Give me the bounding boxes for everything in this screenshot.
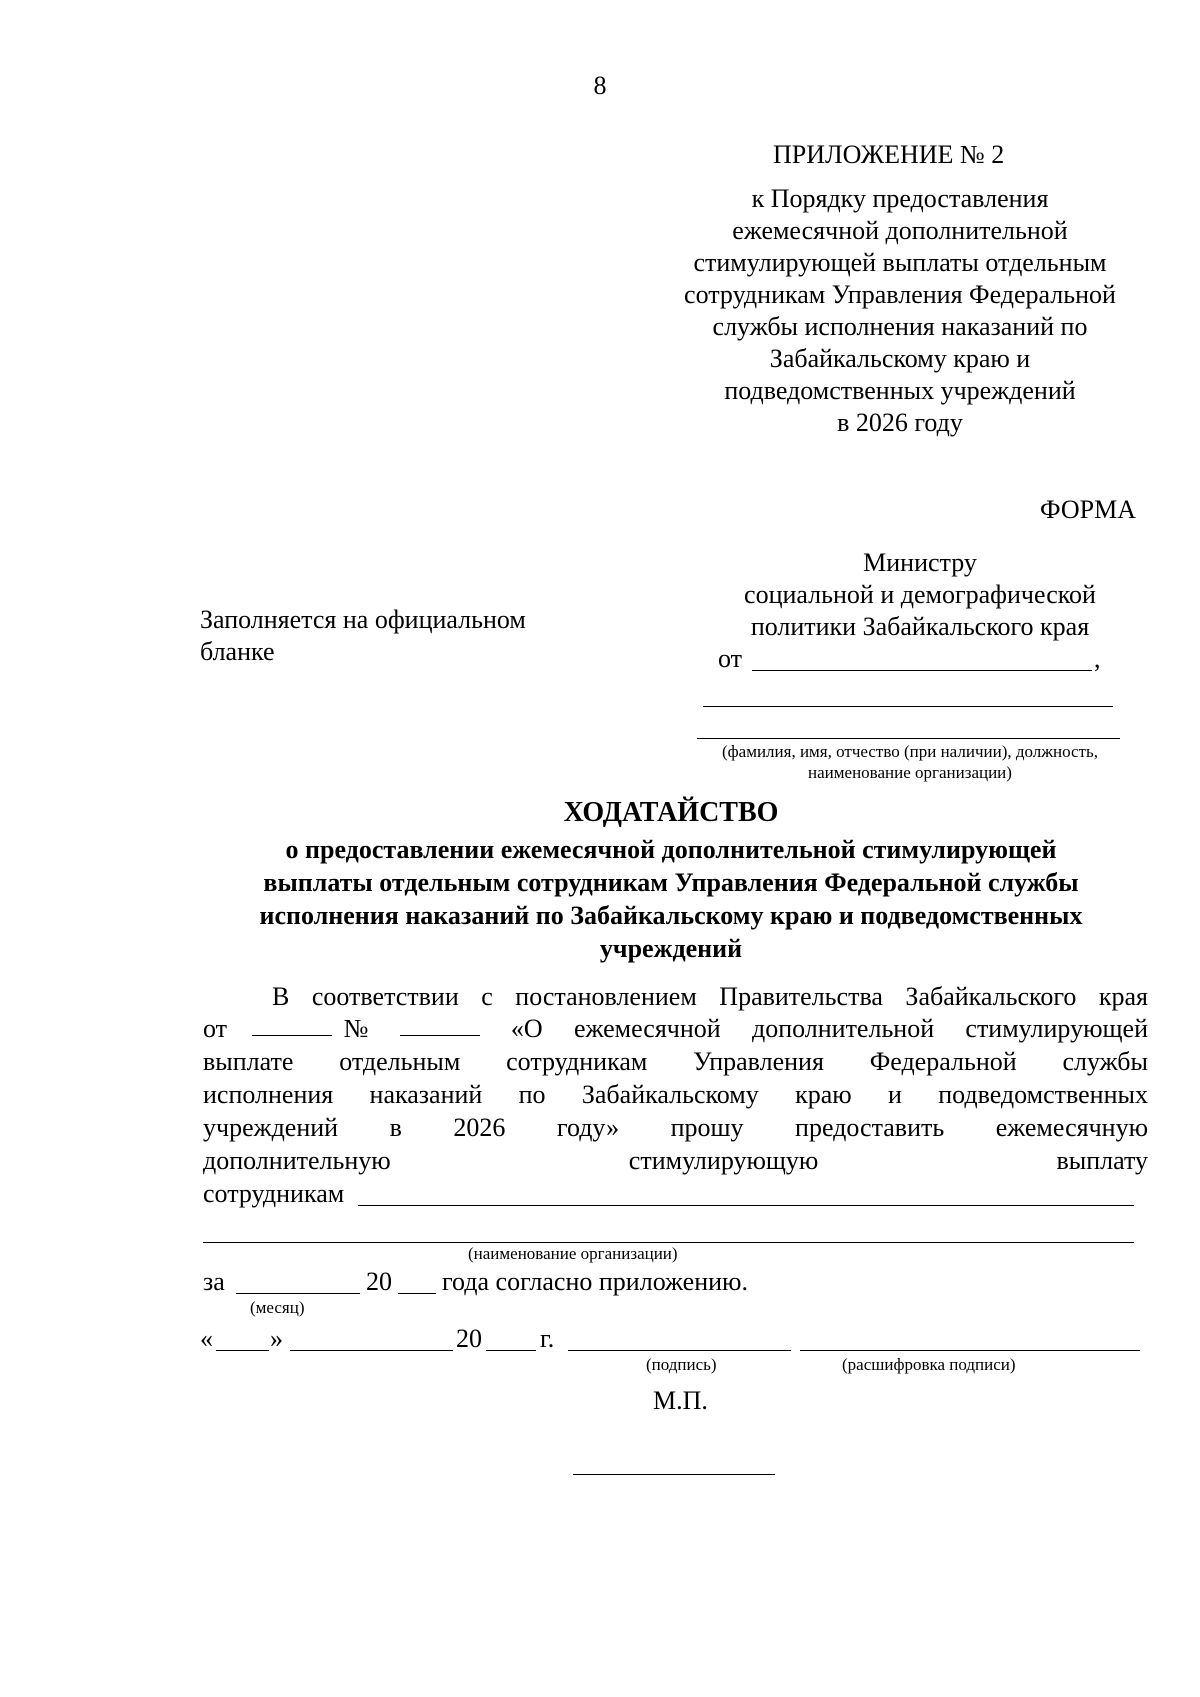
body-line — [203, 1112, 1148, 1144]
addressee-line: Министру — [863, 548, 977, 577]
period-za: за — [203, 1267, 225, 1296]
stamp-label: М.П. — [653, 1386, 708, 1415]
heading-line: выплаты отдельным сотрудникам Управления Федеральной службы — [263, 868, 1079, 897]
date-blank[interactable] — [252, 1013, 332, 1036]
appendix-line: к Порядку предоставления — [751, 184, 1049, 213]
appendix-title: ПРИЛОЖЕНИЕ № 2 — [773, 140, 1005, 169]
body-line — [203, 1046, 1148, 1078]
body-word: отдельным — [339, 1047, 461, 1076]
body-word: предоставить — [795, 1113, 945, 1142]
day-blank-line[interactable] — [216, 1350, 269, 1351]
period-20: 20 — [366, 1267, 392, 1296]
date-quote-open: « — [200, 1324, 213, 1353]
body-word: выплату — [1056, 1146, 1148, 1175]
body-word: прошу — [670, 1113, 744, 1142]
signature-decode-caption: (расшифровка подписи) — [842, 1355, 1016, 1374]
addressee-blank-line[interactable] — [697, 738, 1120, 739]
body-word: в — [389, 1113, 402, 1142]
signature-decode-blank-line[interactable] — [800, 1350, 1140, 1351]
date-quote-close: » — [270, 1324, 283, 1353]
appendix-line: в 2026 году — [837, 408, 963, 437]
body-word: дополнительную — [203, 1146, 391, 1175]
body-word: 2026 — [453, 1113, 506, 1142]
body-line: В соответствии с постановлением Правительства Забайкальского края — [272, 982, 1148, 1011]
addressee-caption: (фамилия, имя, отчество (при наличии), должность, — [721, 742, 1099, 761]
employees-label: сотрудникам — [203, 1179, 345, 1208]
signature-month-blank-line[interactable] — [290, 1350, 453, 1351]
addressee-comma: , — [1094, 644, 1101, 673]
month-caption: (месяц) — [250, 1298, 305, 1317]
signature-blank-line[interactable] — [568, 1350, 791, 1351]
addressee-from-label: от — [718, 644, 743, 673]
body-word: сотрудникам — [506, 1047, 648, 1076]
body-word: ежемесячную — [995, 1113, 1148, 1142]
body-word: по — [518, 1080, 546, 1109]
signature-year-suffix: г. — [540, 1324, 555, 1353]
body-line — [203, 1145, 1148, 1177]
appendix-line: Забайкальскому краю и — [769, 344, 1031, 373]
appendix-line: подведомственных учреждений — [724, 376, 1076, 405]
organization-caption: (наименование организации) — [468, 1244, 678, 1263]
document-title: ХОДАТАЙСТВО — [563, 797, 779, 828]
employees-blank-line[interactable] — [358, 1205, 1134, 1206]
body-word: дополнительной — [751, 1014, 935, 1043]
month-blank-line[interactable] — [236, 1293, 360, 1294]
body-word: «О — [510, 1014, 543, 1043]
body-word: выплате — [203, 1047, 294, 1076]
signature-year-20: 20 — [456, 1324, 482, 1353]
body-word: стимулирующую — [628, 1146, 819, 1175]
heading-line: исполнения наказаний по Забайкальскому краю и подведомственных — [259, 901, 1083, 930]
appendix-line: сотрудникам Управления Федеральной — [684, 280, 1116, 309]
body-line — [203, 1079, 1148, 1111]
body-word: Управления — [693, 1047, 824, 1076]
page-number: 8 — [593, 71, 607, 100]
body-word: подведомственных — [938, 1080, 1148, 1109]
body-word: и — [887, 1080, 902, 1109]
body-word: Забайкальскому — [581, 1080, 759, 1109]
signature-year-blank-line[interactable] — [486, 1350, 536, 1351]
year-blank-line[interactable] — [398, 1293, 436, 1294]
addressee-from-line[interactable] — [752, 670, 1092, 671]
heading-line: о предоставлении ежемесячной дополнительной стимулирующей — [285, 835, 1057, 864]
closing-divider — [573, 1474, 775, 1475]
addressee-line: социальной и демографической — [744, 580, 1096, 609]
body-word: исполнения — [203, 1080, 334, 1109]
addressee-line: политики Забайкальского края — [750, 612, 1090, 641]
body-word: краю — [795, 1080, 852, 1109]
form-label: ФОРМА — [1040, 495, 1136, 524]
addressee-blank-line[interactable] — [703, 706, 1113, 707]
addressee-caption: наименование организации) — [808, 763, 1012, 782]
body-word: № — [343, 1014, 369, 1043]
heading-line: учреждений — [599, 934, 743, 963]
body-word: году» — [556, 1113, 620, 1142]
period-rest: года согласно приложению. — [442, 1267, 748, 1296]
appendix-line: ежемесячной дополнительной — [732, 216, 1068, 245]
body-word: от — [203, 1014, 228, 1043]
body-word: службы — [1062, 1047, 1148, 1076]
official-note-line: бланке — [200, 637, 275, 666]
body-word: наказаний — [369, 1080, 483, 1109]
appendix-line: службы исполнения наказаний по — [712, 312, 1088, 341]
body-line — [203, 1013, 1148, 1045]
body-word: ежемесячной — [573, 1014, 721, 1043]
appendix-line: стимулирующей выплаты отдельным — [693, 248, 1107, 277]
organization-blank-line[interactable] — [203, 1242, 1134, 1243]
signature-caption: (подпись) — [646, 1355, 717, 1374]
body-word: стимулирующей — [965, 1014, 1148, 1043]
number-blank[interactable] — [400, 1013, 480, 1036]
body-word: учреждений — [203, 1113, 339, 1142]
body-word: Федеральной — [869, 1047, 1017, 1076]
official-note-line: Заполняется на официальном — [200, 605, 526, 634]
